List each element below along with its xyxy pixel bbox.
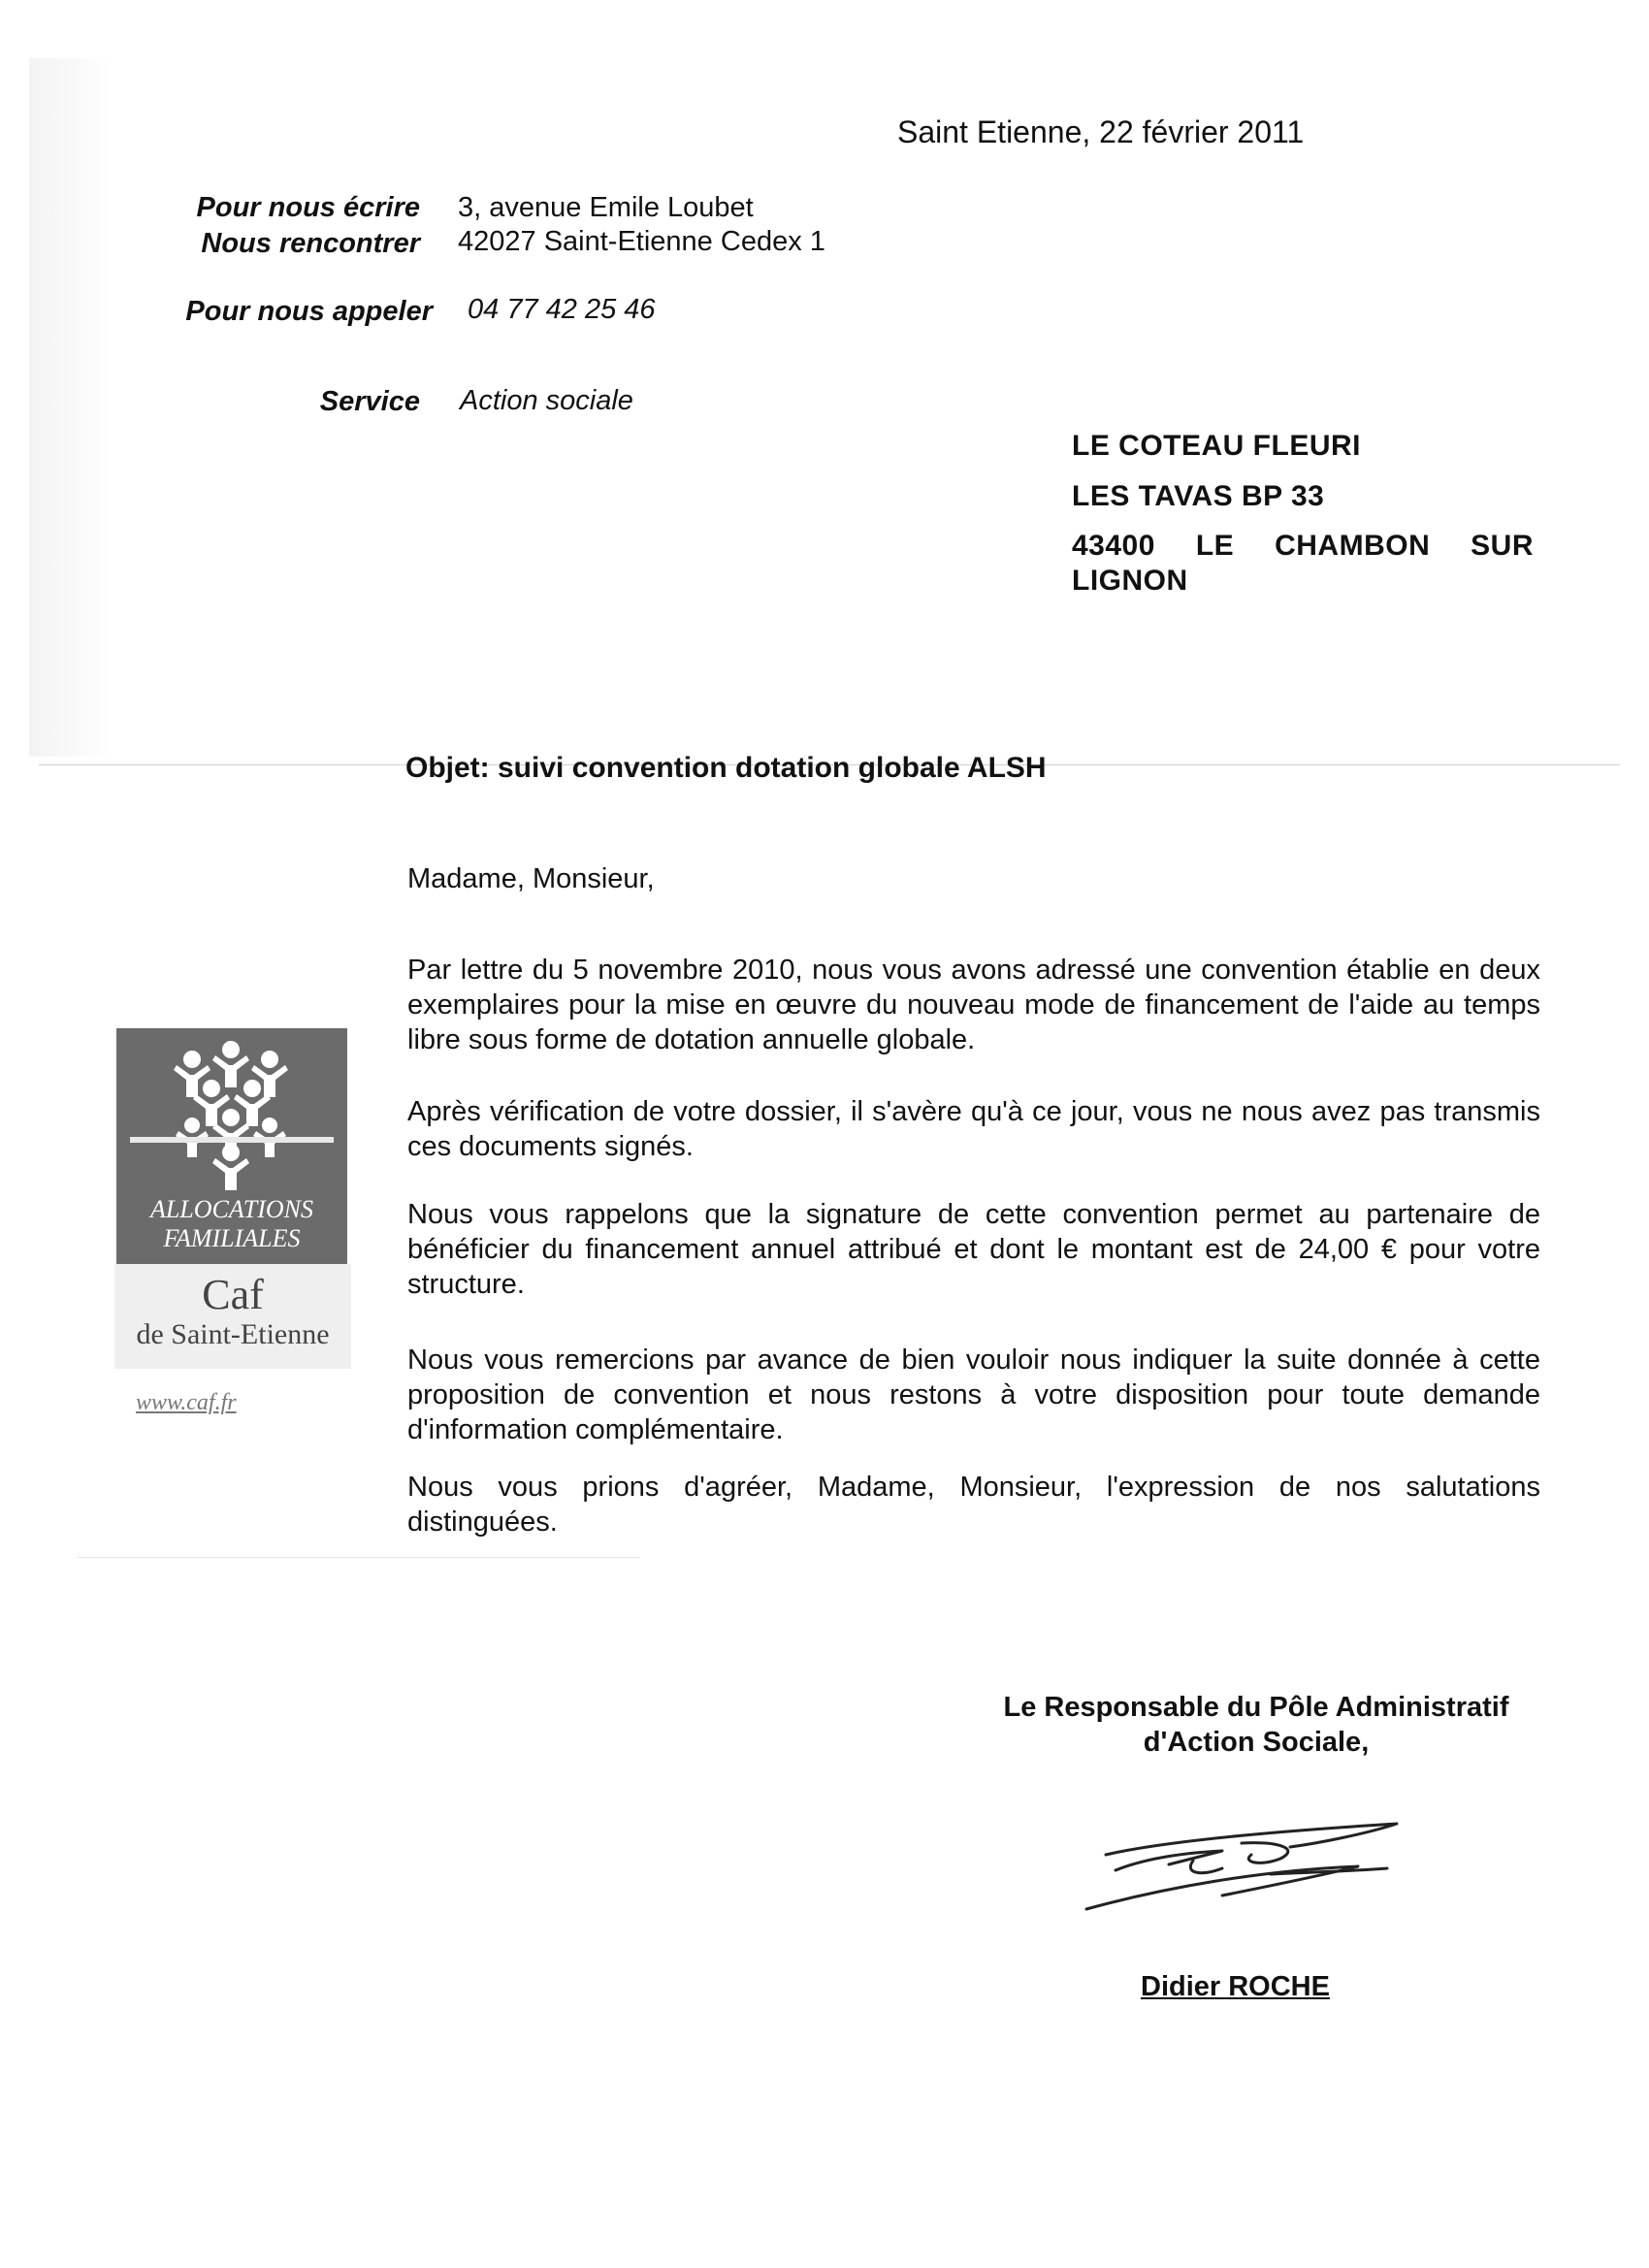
family-figures-icon (116, 1028, 347, 1198)
caf-subtitle: de Saint-Etienne (136, 1318, 330, 1350)
signatory-title-line-2: d'Action Sociale, (1143, 1727, 1370, 1758)
recipient-line-3: 43400 LE CHAMBON SUR (1072, 530, 1534, 562)
service-value: Action sociale (460, 385, 633, 416)
paragraph-2: Après vérification de votre dossier, il s'avère qu'à ce jour, vous ne nous avez pas transmis ces documents signés. (407, 1096, 1540, 1162)
logo-text-line-2: FAMILIALES (163, 1224, 301, 1252)
recipient-line-4: LIGNON (1072, 565, 1188, 597)
scan-shadow (29, 58, 112, 757)
address-line-2: 42027 Saint-Etienne Cedex 1 (458, 226, 825, 257)
scan-fold-line-lower (78, 1557, 640, 1558)
recipient-line-1: LE COTEAU FLEURI (1072, 430, 1361, 462)
signatory-title (922, 1690, 1591, 1760)
phone-number: 04 77 42 25 46 (468, 294, 656, 325)
salutation: Madame, Monsieur, (407, 863, 655, 894)
letter-subject: Objet: suivi convention dotation globale ALSH (405, 752, 1047, 784)
handwritten-signature (1077, 1814, 1406, 1921)
address-line-1: 3, avenue Emile Loubet (458, 192, 754, 223)
website-link[interactable]: www.caf.fr (136, 1390, 237, 1415)
write-label: Pour nous écrire (196, 192, 420, 223)
signatory-name: Didier ROCHE (1141, 1971, 1330, 2002)
paragraph-3: Nous vous rappelons que la signature de cette convention permet au partenaire de bénéficier du financement annuel attribué et dont le montant est de 24,00 € pour votre structure. (407, 1199, 1540, 1300)
logo-divider (130, 1137, 334, 1143)
paragraph-4: Nous vous remercions par avance de bien vouloir nous indiquer la suite donnée à cette proposition de convention et nous restons à votre disposition pour toute demande d'information complémentaire. (407, 1345, 1540, 1445)
recipient-line-2: LES TAVAS BP 33 (1072, 480, 1325, 512)
meet-label: Nous rencontrer (201, 228, 420, 259)
caf-wordmark (114, 1264, 351, 1369)
caf-title: Caf (202, 1271, 264, 1318)
signatory-title-line-1: Le Responsable du Pôle Administratif (1003, 1692, 1509, 1723)
service-label: Service (319, 386, 420, 417)
paragraph-5: Nous vous prions d'agréer, Madame, Monsieur, l'expression de nos salutations distinguées. (407, 1472, 1540, 1538)
call-label: Pour nous appeler (185, 296, 433, 327)
logo-text-line-1: ALLOCATIONS (149, 1195, 314, 1223)
paragraph-1: Par lettre du 5 novembre 2010, nous vous avons adressé une convention établie en deux exemplaires pour la mise en œuvre du nouveau mode de financement de l'aide au temps libre sous forme de dotation annuelle globale. (407, 955, 1540, 1055)
letter-date: Saint Etienne, 22 février 2011 (897, 114, 1305, 149)
